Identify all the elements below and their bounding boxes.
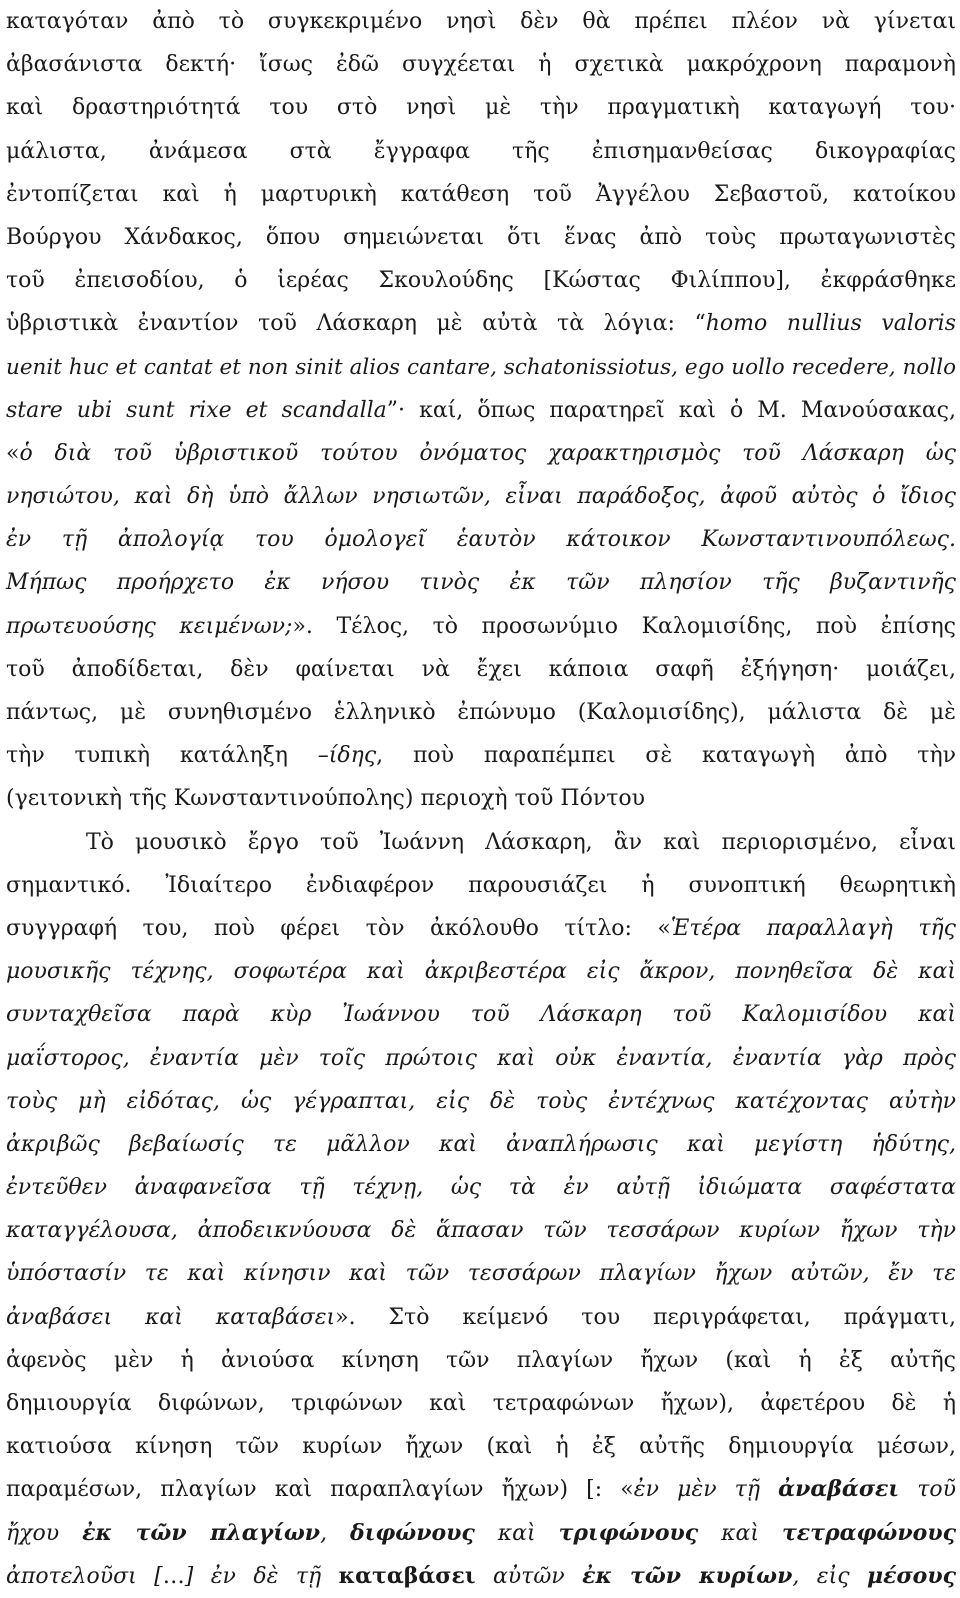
text-segment: , εἰς [792, 1563, 867, 1589]
text-segment: Ἑτέρα παραλλαγὴ τῆς [670, 915, 956, 941]
text-line [6, 1555, 956, 1598]
text-line [6, 173, 956, 216]
text-segment: ”· καί, ὅπως παρατηρεῖ καὶ ὁ Μ. Μανούσακας, [386, 397, 956, 423]
text-segment: πρωτευούσης κειμένων; [6, 613, 293, 639]
text-line [6, 259, 956, 302]
text-segment: uenit huc et cantat et non sinit alios cantare, schatonissiotus, ego uollo recedere, nollo [6, 354, 956, 380]
text-segment: καταγόταν ἀπὸ τὸ συγκεκριμένο νησὶ δὲν θὰ πρέπει πλέον νὰ γίνεται [6, 9, 956, 34]
document-page [6, 0, 956, 1598]
text-segment: πάντως, μὲ συνηθισμένο ἑλληνικὸ ἐπώνυμο (Καλομισίδης), μάλιστα δὲ μὲ [6, 700, 956, 725]
text-line [6, 1166, 956, 1209]
text-line [6, 1080, 956, 1123]
text-line [6, 648, 956, 691]
text-segment: ] ἐν δὲ τῇ [184, 1563, 339, 1589]
text-segment: αὐτῶν [475, 1563, 583, 1589]
text-line [6, 1512, 956, 1555]
text-line [6, 1296, 956, 1339]
text-segment: μέσους [866, 1562, 957, 1589]
text-line [6, 777, 956, 820]
text-line [6, 86, 956, 129]
text-segment: Μήπως προήρχετο ἐκ νήσου τινὸς ἐκ τῶν πλησίον τῆς βυζαντινῆς [6, 570, 956, 596]
text-segment: ἐκ τῶν κυρίων [582, 1562, 793, 1589]
text-segment: , ποὺ παραπέμπει σὲ καταγωγὴ ἀπὸ τὴν [376, 743, 956, 769]
text-segment: συγγραφή του, ποὺ φέρει τὸν ἀκόλουθο τίτλο: « [6, 915, 671, 941]
text-segment: τοῦ ἐπεισοδίου, ὁ ἱερέας Σκουλούδης [Κώστας Φιλίππου], ἐκφράσθηκε [6, 268, 956, 294]
text-line [6, 216, 956, 259]
text-line [6, 1123, 956, 1166]
text-segment: ἀκριβῶς βεβαίωσίς τε μᾶλλον καὶ ἀναπλήρωσις καὶ μεγίστη ἡδύτης, [6, 1131, 956, 1157]
text-segment: τετραφώνους [781, 1519, 956, 1546]
text-line [6, 302, 956, 345]
text-segment: ἀφενὸς μὲν ἡ ἀνιούσα κίνηση τῶν πλαγίων ἤχων (καὶ ἡ ἐξ αὐτῆς [6, 1347, 956, 1373]
text-line [6, 1382, 956, 1425]
text-segment: ἀναβάσει καὶ καταβάσει [6, 1304, 336, 1330]
text-segment: , [320, 1520, 351, 1546]
text-line [6, 475, 956, 518]
text-segment: καὶ [698, 1520, 782, 1546]
text-line [6, 907, 956, 950]
text-line [6, 1037, 956, 1080]
text-segment: μουσικῆς τέχνης, σοφωτέρα καὶ ἀκριβεστέρα εἰς ἄκρον, πονηθεῖσα δὲ καὶ [6, 959, 956, 985]
text-segment: δημιουργία διφώνων, τριφώνων καὶ τετραφώνων ἤχων), ἀφετέρου δὲ ἡ [6, 1391, 956, 1416]
text-line [6, 821, 956, 864]
text-segment: τριφώνους [558, 1519, 699, 1546]
text-segment: μάλιστα, ἀνάμεσα στὰ ἔγγραφα τῆς ἐπισημανθείσας δικογραφίας [6, 138, 956, 164]
text-line [6, 561, 956, 604]
text-segment: ἐκ τῶν πλαγίων [82, 1519, 321, 1546]
text-segment: ». Τέλος, τὸ προσωνύμιο Καλομισίδης, ποὺ ἐπίσης [292, 613, 956, 639]
text-segment: ἐν τῇ ἀπολογίᾳ του ὁμολογεῖ ἑαυτὸν κάτοικον Κωνσταντινουπόλεως. [6, 527, 956, 553]
text-segment: τοῦ [899, 1477, 956, 1503]
text-line [6, 734, 956, 777]
text-line [6, 432, 956, 475]
text-segment: Τὸ μουσικὸ ἔργο τοῦ Ἰωάννη Λάσκαρη, ἂν καὶ περιορισμένο, εἶναι [86, 829, 956, 855]
text-segment: καταβάσει [338, 1562, 476, 1589]
text-segment: παραμέσων, πλαγίων καὶ παραπλαγίων ἤχων) [: « [6, 1477, 634, 1503]
text-line [6, 43, 956, 86]
text-line [6, 518, 956, 561]
text-segment: ». Στὸ κείμενό του περιγράφεται, πράγματι, [335, 1304, 956, 1330]
text-line [6, 130, 956, 173]
text-segment: (γειτονικὴ τῆς Κωνσταντινούπολης) περιοχὴ τοῦ Πόντου [6, 786, 645, 812]
text-segment: συνταχθεῖσα παρὰ κὺρ Ἰωάννου τοῦ Λάσκαρη τοῦ Καλομισίδου καὶ [6, 1002, 956, 1028]
text-segment: ἐντεῦθεν ἀναφανεῖσα τῇ τέχνῃ, ὡς τὰ ἐν αὐτῇ ἰδιώματα σαφέστατα [6, 1175, 956, 1201]
text-segment: νησιώτου, καὶ δὴ ὑπὸ ἄλλων νησιωτῶν, εἶναι παράδοξος, ἀφοῦ αὐτὸς ὁ ἴδιος [6, 484, 956, 510]
text-segment: « [6, 440, 20, 466]
text-line [6, 0, 956, 43]
text-line [6, 1252, 956, 1295]
text-line [6, 605, 956, 648]
text-segment: τοῦ ἀποδίδεται, δὲν φαίνεται νὰ ἔχει κάποια σαφῆ ἐξήγηση· μοιάζει, [6, 656, 956, 682]
text-segment: σημαντικό. Ἰδιαίτερο ἐνδιαφέρον παρουσιάζει ἡ συνοπτική θεωρητικὴ [6, 872, 956, 898]
text-segment: stare ubi sunt rixe et scandalla [6, 397, 387, 423]
text-line [6, 691, 956, 734]
text-segment: Βούργου Χάνδακος, ὅπου σημειώνεται ὅτι ἕνας ἀπὸ τοὺς πρωταγωνιστὲς [6, 224, 956, 250]
text-segment: ὑπόστασίν τε καὶ κίνησιν καὶ τῶν τεσσάρων πλαγίων ἤχων αὐτῶν, ἔν τε [6, 1261, 956, 1287]
text-line [6, 950, 956, 993]
text-line [6, 1468, 956, 1511]
text-segment: ἀβασάνιστα δεκτή· ἴσως ἐδῶ συγχέεται ἡ σχετικὰ μακρόχρονη παραμονὴ [6, 52, 956, 78]
text-segment: ὑβριστικὰ ἐναντίον τοῦ Λάσκαρη μὲ αὐτὰ τὰ λόγια: “ [6, 311, 706, 337]
text-segment: ἤχου [6, 1520, 83, 1546]
text-segment: τὴν τυπικὴ κατάληξη [6, 743, 318, 769]
text-segment: ἐν μὲν τῇ [633, 1477, 779, 1503]
text-segment: –ίδης [317, 743, 377, 769]
text-segment: καὶ [474, 1520, 559, 1546]
text-line [6, 993, 956, 1036]
text-segment: κατιούσα κίνηση τῶν κυρίων ἤχων (καὶ ἡ ἐξ αὐτῆς δημιουργία μέσων, [6, 1434, 956, 1460]
text-segment: ἀποτελοῦσι [ [6, 1563, 163, 1589]
text-segment: homo nullius valoris [705, 311, 956, 337]
text-segment: μαΐστορος, ἐναντία μὲν τοῖς πρώτοις καὶ οὐκ ἐναντία, ἐναντία γὰρ πρὸς [6, 1045, 956, 1071]
text-segment: ἐντοπίζεται καὶ ἡ μαρτυρικὴ κατάθεση τοῦ Ἀγγέλου Σεβαστοῦ, κατοίκου [6, 181, 956, 207]
text-segment: διφώνους [350, 1519, 475, 1546]
text-line [6, 346, 956, 389]
text-segment: τοὺς μὴ εἰδότας, ὡς γέγραπται, εἰς δὲ τοὺς ἐντέχνως κατέχοντας αὐτὴν [6, 1088, 956, 1114]
text-segment: καὶ δραστηριότητά του στὸ νησὶ μὲ τὴν πραγματικὴ καταγωγή του· [6, 95, 956, 121]
text-line [6, 1209, 956, 1252]
text-line [6, 864, 956, 907]
text-line [6, 1339, 956, 1382]
text-segment: ἀναβάσει [778, 1476, 900, 1503]
text-segment: ὁ διὰ τοῦ ὑβριστικοῦ τούτου ὀνόματος χαρακτηρισμὸς τοῦ Λάσκαρη ὡς [19, 440, 956, 466]
text-segment: … [162, 1563, 185, 1589]
text-line [6, 1425, 956, 1468]
text-segment: καταγγέλουσα, ἀποδεικνύουσα δὲ ἅπασαν τῶν τεσσάρων κυρίων ἤχων τὴν [6, 1218, 956, 1244]
text-line [6, 389, 956, 432]
